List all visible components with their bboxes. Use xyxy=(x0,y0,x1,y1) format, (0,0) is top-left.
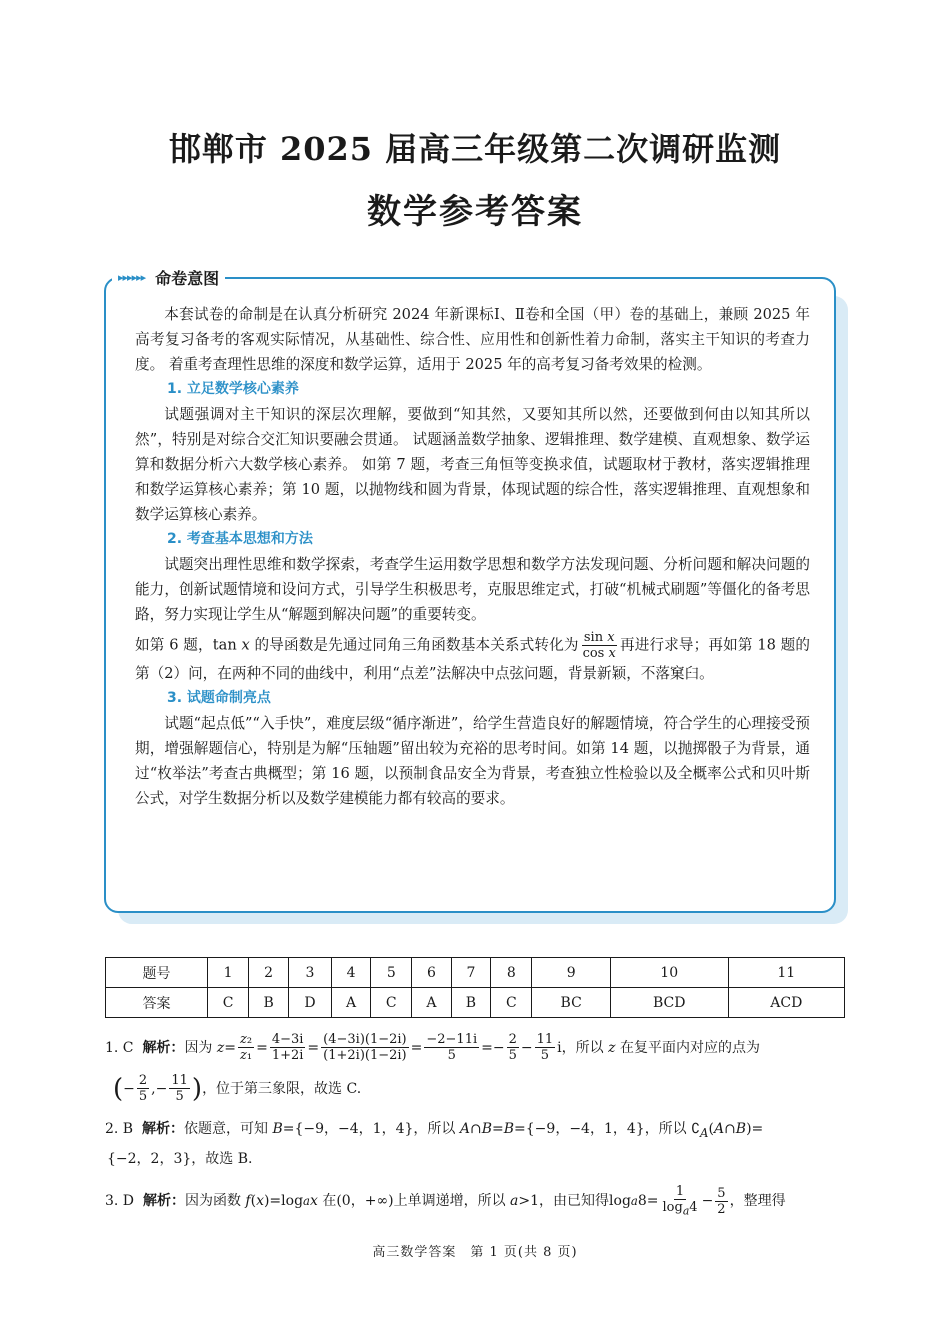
answer-cell: B xyxy=(249,988,289,1018)
page-footer: 高三数学答案 第 1 页(共 8 页) xyxy=(372,1245,578,1260)
document-title: 邯郸市 2025 届高三年级第二次调研监测 xyxy=(168,130,782,168)
answer-cell: A xyxy=(332,988,371,1018)
answer-cell: C xyxy=(208,988,249,1018)
section-body-2-example: 如第 6 题，tan x 的导函数是先通过同角三角函数基本关系式转化为 $\frac{\text{sin x}}{\text{cos x}}$ 再进行求导；再如第 18 题的第（2）问，在两种不同的曲线中，利用“点差”法解决中点弦问题，背景新颖，不落窠臼。 xyxy=(135,630,810,682)
document-subtitle: 数学参考答案 xyxy=(367,192,583,232)
arrow-decoration-icon: ▸▸▸▸▸▸ xyxy=(118,270,146,284)
intro-header xyxy=(112,264,225,290)
answer-cell: ACD xyxy=(728,988,844,1018)
section-body-3: 试题“起点低”“入手快”，难度层级“循序渐进”，给学生营造良好的解题情境，符合学生的心理接受预期，增强解题信心，特别是为解“压轴题”留出较为充裕的思考时间。如第 14 题，以抛掷骰子为背景，通过“枚举法”考查古典概型；第 16 题，以预制食品安全为背景，考查独立性检验以及全概率公式和贝叶斯公式，对学生数据分析以及数学建模能力都有较高的要求。 xyxy=(135,715,810,807)
intro-paragraph: 本套试卷的命制是在认真分析研究 2024 年新课标Ⅰ、Ⅱ卷和全国（甲）卷的基础上，兼顾 2025 年高考复习备考的客观实际情况，从基础性、综合性、应用性和创新性着力命制，落实主干知识的考查力度。 着重考查理性思维的深度和数学运算，适用于 2025 年的高考复习备考效果的检测。 xyxy=(135,306,810,373)
question-number-cell: 5 xyxy=(371,958,412,988)
section-title-1: 1. 立足数学核心素养 xyxy=(167,381,299,397)
solution-2: 2. B 解析：依题意，可知 B={−9，−4，1，4}，所以 A∩B=B={−9，−4，1，4}，所以 $∁_A(A\cap B)=$ {−2，2，3}，故选 B. xyxy=(105,1121,764,1167)
answer-cell: D xyxy=(288,988,331,1018)
answer-cell: B xyxy=(451,988,491,1018)
intro-header-label: 命卷意图 xyxy=(155,268,220,288)
solution-1: 1. C 解析： 因为 z = $\frac{\text{z₂}}{\text{z₁}}$ = $\frac{4-3i}{1+2i}$ = $\frac{(4-3i)(1-2i)}{(1+2i)(1-2i)}$ = $\frac{-2-11i}{5}$ =− $\frac{2}{5}$ − $\frac{11}{5}$ i ，所以 z 在复平面内对应的点为 ( − $\frac{2}{5}$ ,− $\frac{11}{5}$ ) ，位于第三象限，故选 C. xyxy=(105,1032,760,1104)
section-title-2: 2. 考查基本思想和方法 xyxy=(167,531,313,547)
section-body-2: 试题突出理性思维和数学探索，考查学生运用数学思想和数学方法发现问题、分析问题和解决问题的能力，创新试题情境和设问方式，引导学生积极思考，克服思维定式，打破“机械式刷题”等僵化的备考思路，努力实现让学生从“解题到解决问题”的重要转变。 xyxy=(135,556,810,623)
question-number-cell: 3 xyxy=(288,958,331,988)
question-number-cell: 11 xyxy=(728,958,844,988)
answer-row xyxy=(106,988,845,1018)
question-number-cell: 1 xyxy=(208,958,249,988)
section-title-3: 3. 试题命制亮点 xyxy=(167,690,271,706)
answer-table xyxy=(105,957,845,1018)
row-label: 题号 xyxy=(106,958,208,988)
answer-cell: C xyxy=(371,988,412,1018)
answer-cell: BC xyxy=(532,988,610,1018)
question-number-cell: 6 xyxy=(412,958,451,988)
answer-cell: C xyxy=(491,988,532,1018)
question-number-cell: 2 xyxy=(249,958,289,988)
row-label: 答案 xyxy=(106,988,208,1018)
question-number-cell: 7 xyxy=(451,958,491,988)
question-number-cell: 10 xyxy=(610,958,728,988)
answer-cell: BCD xyxy=(610,988,728,1018)
intro-body xyxy=(135,302,810,811)
sin-over-cos-fraction: $\frac{\text{sin x}}{\text{cos x}}$ xyxy=(582,630,616,661)
solution-3: 3. D 解析： 因为函数 f ( x )=log a x 在(0，+∞)上单调递增，所以 a >1 ，由已知得 log a 8= $\frac{1}{\log_a4}$ − $\frac{5}{2}$ ，整理得 xyxy=(105,1184,786,1218)
question-number-row xyxy=(106,958,845,988)
section-body-1: 试题强调对主干知识的深层次理解，要做到“知其然，又要知其所以然，还要做到何由以知其所以然”，特别是对综合交汇知识要融会贯通。 试题涵盖数学抽象、逻辑推理、数学建模、直观想象、数学运算和数据分析六大数学核心素养。 如第 7 题，考查三角恒等变换求值，试题取材于教材，落实逻辑推理和数学运算核心素养；第 10 题，以抛物线和圆为背景，体现试题的综合性，落实逻辑推理、直观想象和数学运算核心素养。 xyxy=(135,406,810,523)
question-number-cell: 4 xyxy=(332,958,371,988)
answer-cell: A xyxy=(412,988,451,1018)
question-number-cell: 9 xyxy=(532,958,610,988)
question-number-cell: 8 xyxy=(491,958,532,988)
